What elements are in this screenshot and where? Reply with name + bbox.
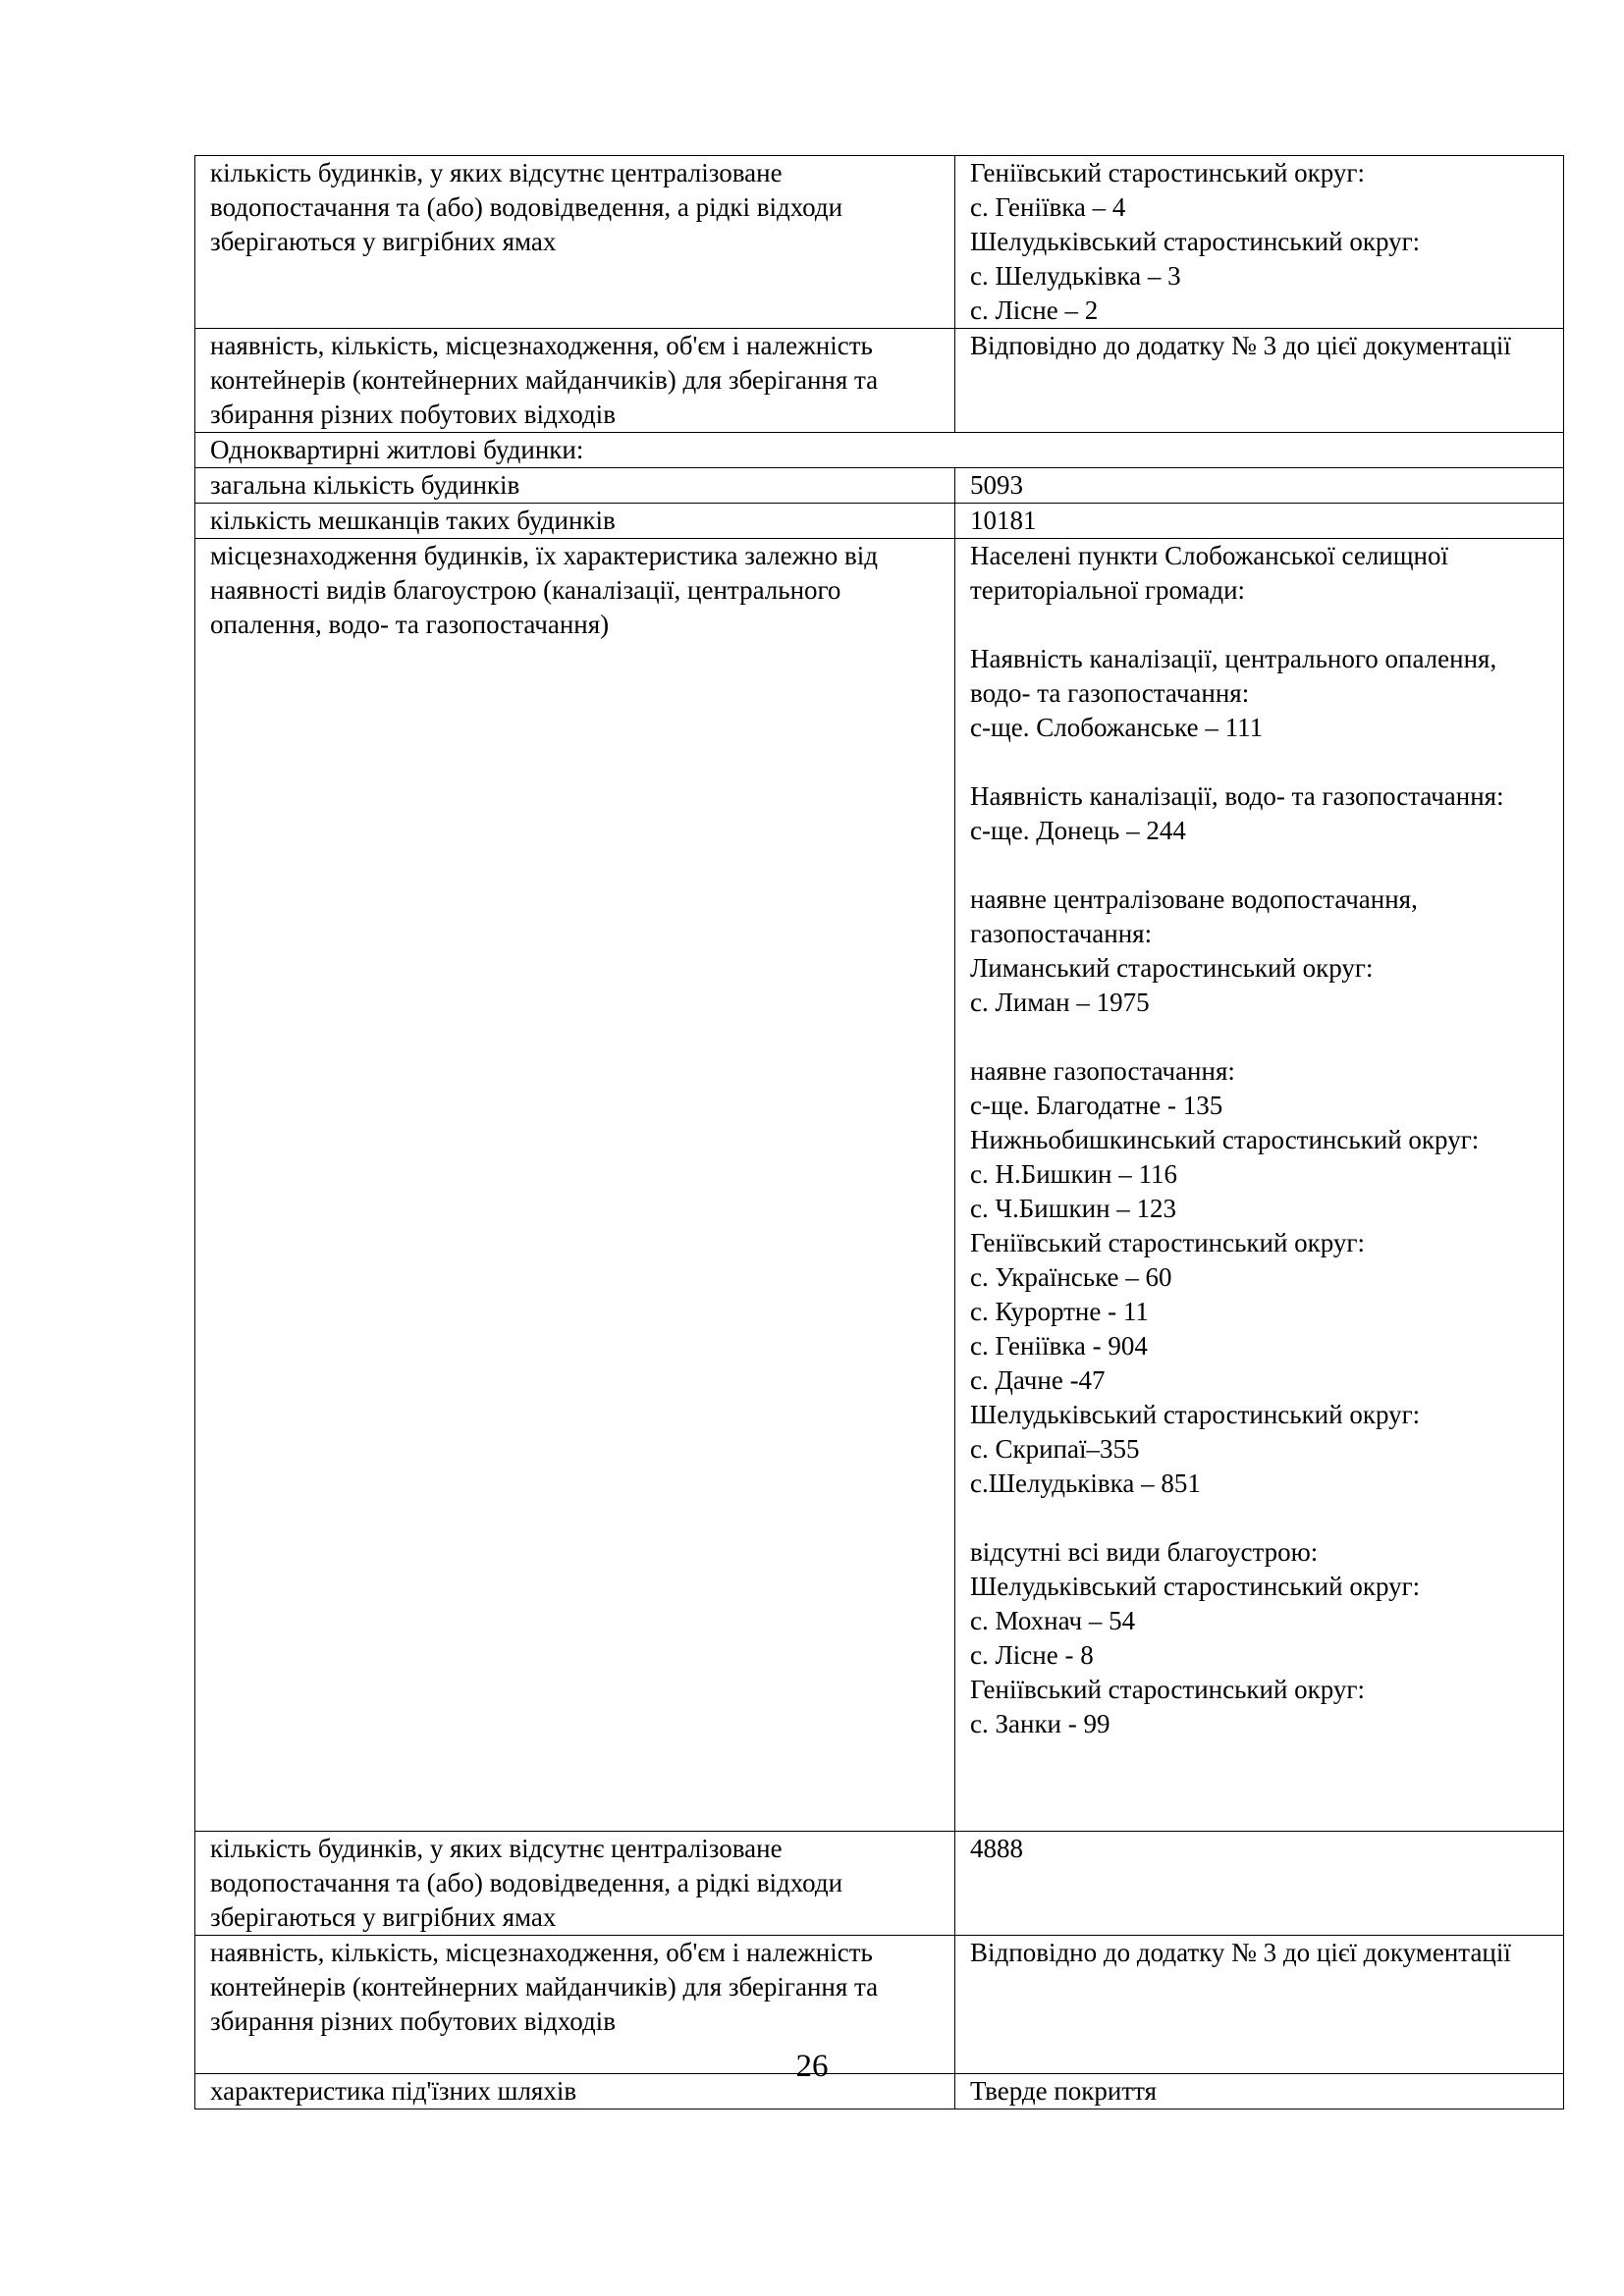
table-row — [195, 433, 1564, 468]
row-label: кількість мешканців таких будинків — [195, 504, 955, 539]
row-value: 5093 — [955, 468, 1564, 504]
section-heading: Одноквартирні житлові будинки: — [195, 433, 1564, 468]
row-label: загальна кількість будинків — [195, 468, 955, 504]
row-label: наявність, кількість, місцезнаходження, об'єм і належність контейнерів (контейнерних майданчиків) для зберігання та збирання різних побутових відходів — [195, 329, 955, 433]
page-number: 26 — [795, 2049, 829, 2084]
row-value: 4888 — [955, 1832, 1564, 1936]
row-label: кількість будинків, у яких відсутнє централізоване водопостачання та (або) водовідведення, а рідкі відходи зберігаються у вигрібних ямах — [195, 156, 955, 329]
row-label: кількість будинків, у яких відсутнє централізоване водопостачання та (або) водовідведення, а рідкі відходи зберігаються у вигрібних ямах — [195, 1832, 955, 1936]
row-value: Населені пункти Слобожанської селищної територіальної громади: Наявність каналізації, центрального опалення, водо- та газопостачання: с-ще. Слобожанське – 111 Наявність каналізації, водо- та газопостачання: с-ще. Донець – 244 наявне централізоване водопостачання, газопостачання: Лиманський старостинський округ: с. Лиман – 1975 наявне газопостачання: с-ще. Благодатне - 135 Нижньобишкинський старостинський округ: с. Н.Бишкин – 116 с. Ч.Бишкин – 123 Геніївський старостинський округ: с. Українське – 60 с. Курортне - 11 с. Геніївка - 904 с. Дачне -47 Шелудьківський старостинський округ: с. Скрипаї–355 с.Шелудьківка – 851 відсутні всі види благоустрою: Шелудьківський старостинський округ: с. Мохнач – 54 с. Лісне - 8 Геніївський старостинський округ: с. Занки - 99 — [955, 539, 1564, 1832]
table-row — [195, 504, 1564, 539]
row-label: характеристика під'їзних шляхів — [195, 2074, 955, 2109]
row-value: Відповідно до додатку № 3 до цієї документації — [955, 329, 1564, 433]
row-label: місцезнаходження будинків, їх характеристика залежно від наявності видів благоустрою (каналізації, центрального опалення, водо- та газопостачання) — [195, 539, 955, 1832]
table-row — [195, 1832, 1564, 1936]
table-row — [195, 539, 1564, 1832]
table-row — [195, 468, 1564, 504]
table-row — [195, 156, 1564, 329]
table-row — [195, 329, 1564, 433]
row-label: наявність, кількість, місцезнаходження, об'єм і належність контейнерів (контейнерних майданчиків) для зберігання та збирання різних побутових відходів — [195, 1936, 955, 2074]
row-value: Відповідно до додатку № 3 до цієї документації — [955, 1936, 1564, 2074]
row-value: 10181 — [955, 504, 1564, 539]
row-value: Геніївський старостинський округ: с. Геніївка – 4 Шелудьківський старостинський округ: с. Шелудьківка – 3 с. Лісне – 2 — [955, 156, 1564, 329]
housing-info-table — [194, 155, 1564, 2109]
row-value: Тверде покриття — [955, 2074, 1564, 2109]
